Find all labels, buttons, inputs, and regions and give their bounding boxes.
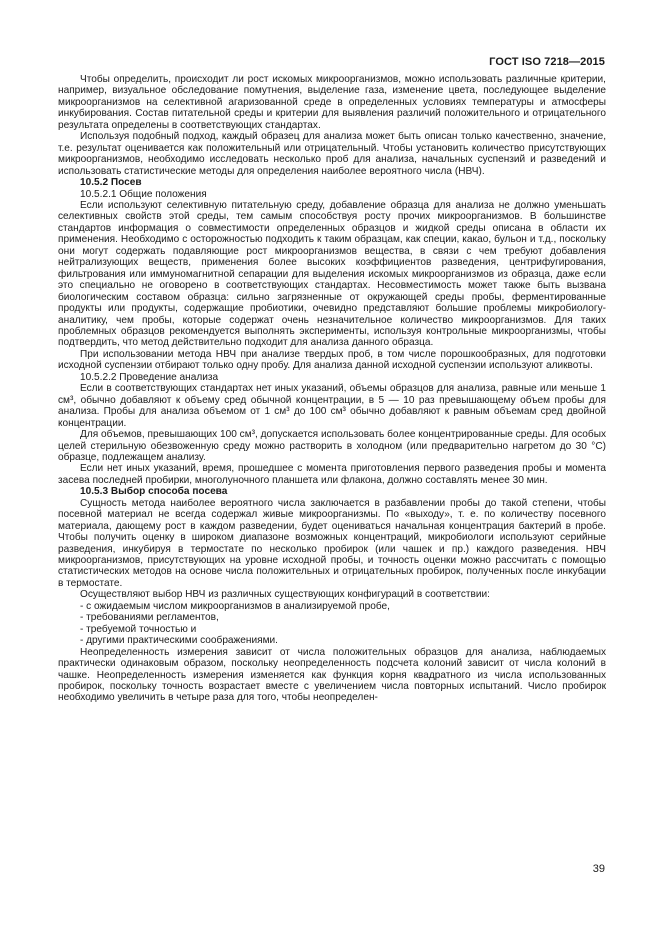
paragraph: Если в соответствующих стандартах нет иных указаний, объемы образцов для анализа, равные или меньше 1 см³, обычно добавляют к объему сред обычной концентрации, в 5 — 10 раз превышающему объем пробы для анализа. Пробы для анализа объемом от 1 см³ до 100 см³ обычно добавляют к равным объемам сред двойной концентрации. [58, 383, 606, 429]
paragraph: Если используют селективную питательную среду, добавление образца для анализа не должно уменьшать селективных свойств этой среды, тем самым способствуя росту прочих микроорганизмов. В большинстве стандартов информация о совместимости определенных образцов и жидкой среды описана в области их применения. Необходимо с осторожностью подходить к таким образцам, как специи, какао, бульон и т.д., поскольку они могут содержать подавляющие рост микроорганизмов вещества, в связи с чем требуют добавления нейтрализующих веществ, применения более высоких коэффициентов разведения, центрифугирования, фильтрования или иммуномагнитной сепарации для выделения искомых микроорганизмов из образца, даже если это специально не оговорено в соответствующих стандартах. Несовместимость может также быть вызвана биологическим составом образца: сильно загрязненные от окружающей среды пробы, ферментированные продукты или продукты, содержащие пробиотики, очевидно представляют большие проблемы микробиологу-аналитику, чем пробы, которые содержат очень незначительное количество микроорганизмов. Для таких проблемных образцов рекомендуется выполнять эксперименты, используя контрольные микроорганизмы, чтобы подтвердить, что метод действительно подходит для анализа данного образца. [58, 199, 606, 349]
page-number: 39 [592, 863, 605, 875]
list-item: - другими практическими соображениями. [80, 635, 278, 647]
list-item: - требуемой точностью и [80, 623, 197, 635]
paragraph: Чтобы определить, происходит ли рост искомых микроорганизмов, можно использовать различные критерии, например, визуальное обследование помутнения, выделение газа, изменение цвета, последующее выделение микроорганизмов на селективной агаризованной среде в определенных условиях температуры и атмосферы инкубирования. Состав питательной среды и критерии для выявления различий положительного и отрицательного результата определены в соответствующих стандартах. [58, 74, 606, 131]
paragraph: Используя подобный подход, каждый образец для анализа может быть описан только качественно, значение, т.е. результат оценивается как положительный или отрицательный. Чтобы установить количество присутствующих микроорганизмов, необходимо исследовать несколько проб для анализа, начальных суспензий и разведений и использовать статистические методы для определения наиболее вероятного числа (НВЧ). [58, 131, 606, 177]
list-item: - требованиями регламентов, [80, 612, 219, 624]
section-heading: 10.5.3 Выбор способа посева [80, 486, 228, 498]
subsection-heading: 10.5.2.2 Проведение анализа [80, 371, 219, 383]
paragraph: При использовании метода НВЧ при анализе твердых проб, в том числе порошкообразных, для подготовки исходной суспензии отбирают только одну пробу. Для анализа данной исходной суспензии используют аликвоты. [58, 348, 606, 372]
section-heading: 10.5.2 Посев [80, 177, 142, 189]
paragraph: Осуществляют выбор НВЧ из различных существующих конфигураций в соответствии: [80, 589, 490, 601]
subsection-heading: 10.5.2.1 Общие положения [80, 188, 207, 200]
paragraph: Если нет иных указаний, время, прошедшее с момента приготовления первого разведения пробы и момента засева последней пробирки, многолуночного планшета или флакона, должно составлять менее 30 мин. [58, 463, 606, 486]
document-body [58, 74, 606, 704]
list-item: - с ожидаемым числом микроорганизмов в анализируемой пробе, [80, 600, 390, 612]
document-header: ГОСТ ISO 7218—2015 [489, 56, 605, 68]
paragraph: Для объемов, превышающих 100 см³, допускается использовать более концентрированные среды. Для особых целей стерильную обезвоженную среду можно растворить в холодном (или предварительно нагретом до 30 °C) образце, подлежащем анализу. [58, 429, 606, 463]
paragraph: Сущность метода наиболее вероятного числа заключается в разбавлении пробы до такой степени, чтобы посевной материал не всегда содержал живые микроорганизмы. По «выходу», т. е. по количеству посевного материала, дающему рост в каждом разведении, будет оцениваться начальная концентрация бактерий в пробе. Чтобы получить оценку в широком диапазоне возможных концентраций, микробиологи используют серийные разведения, инкубируя в термостате по несколько пробирок (или чашек и пр.) каждого разведения. НВЧ микроорганизмов, присутствующих на уровне исходной пробы, и точность оценки можно рассчитать с помощью статистических методов на основе числа положительных и отрицательных пробирок, полученных после инкубации в термостате. [58, 497, 606, 589]
paragraph: Неопределенность измерения зависит от числа положительных образцов для анализа, наблюдаемых практически одинаковым образом, поскольку неопределенность подсчета колоний зависит от числа колоний в чашке. Неопределенность измерения изменяется как функция корня квадратного из числа использованных пробирок, поскольку точность возрастает вместе с увеличением числа повторных испытаний. Число пробирок необходимо увеличить в четыре раза для того, чтобы неопределен- [58, 646, 606, 704]
